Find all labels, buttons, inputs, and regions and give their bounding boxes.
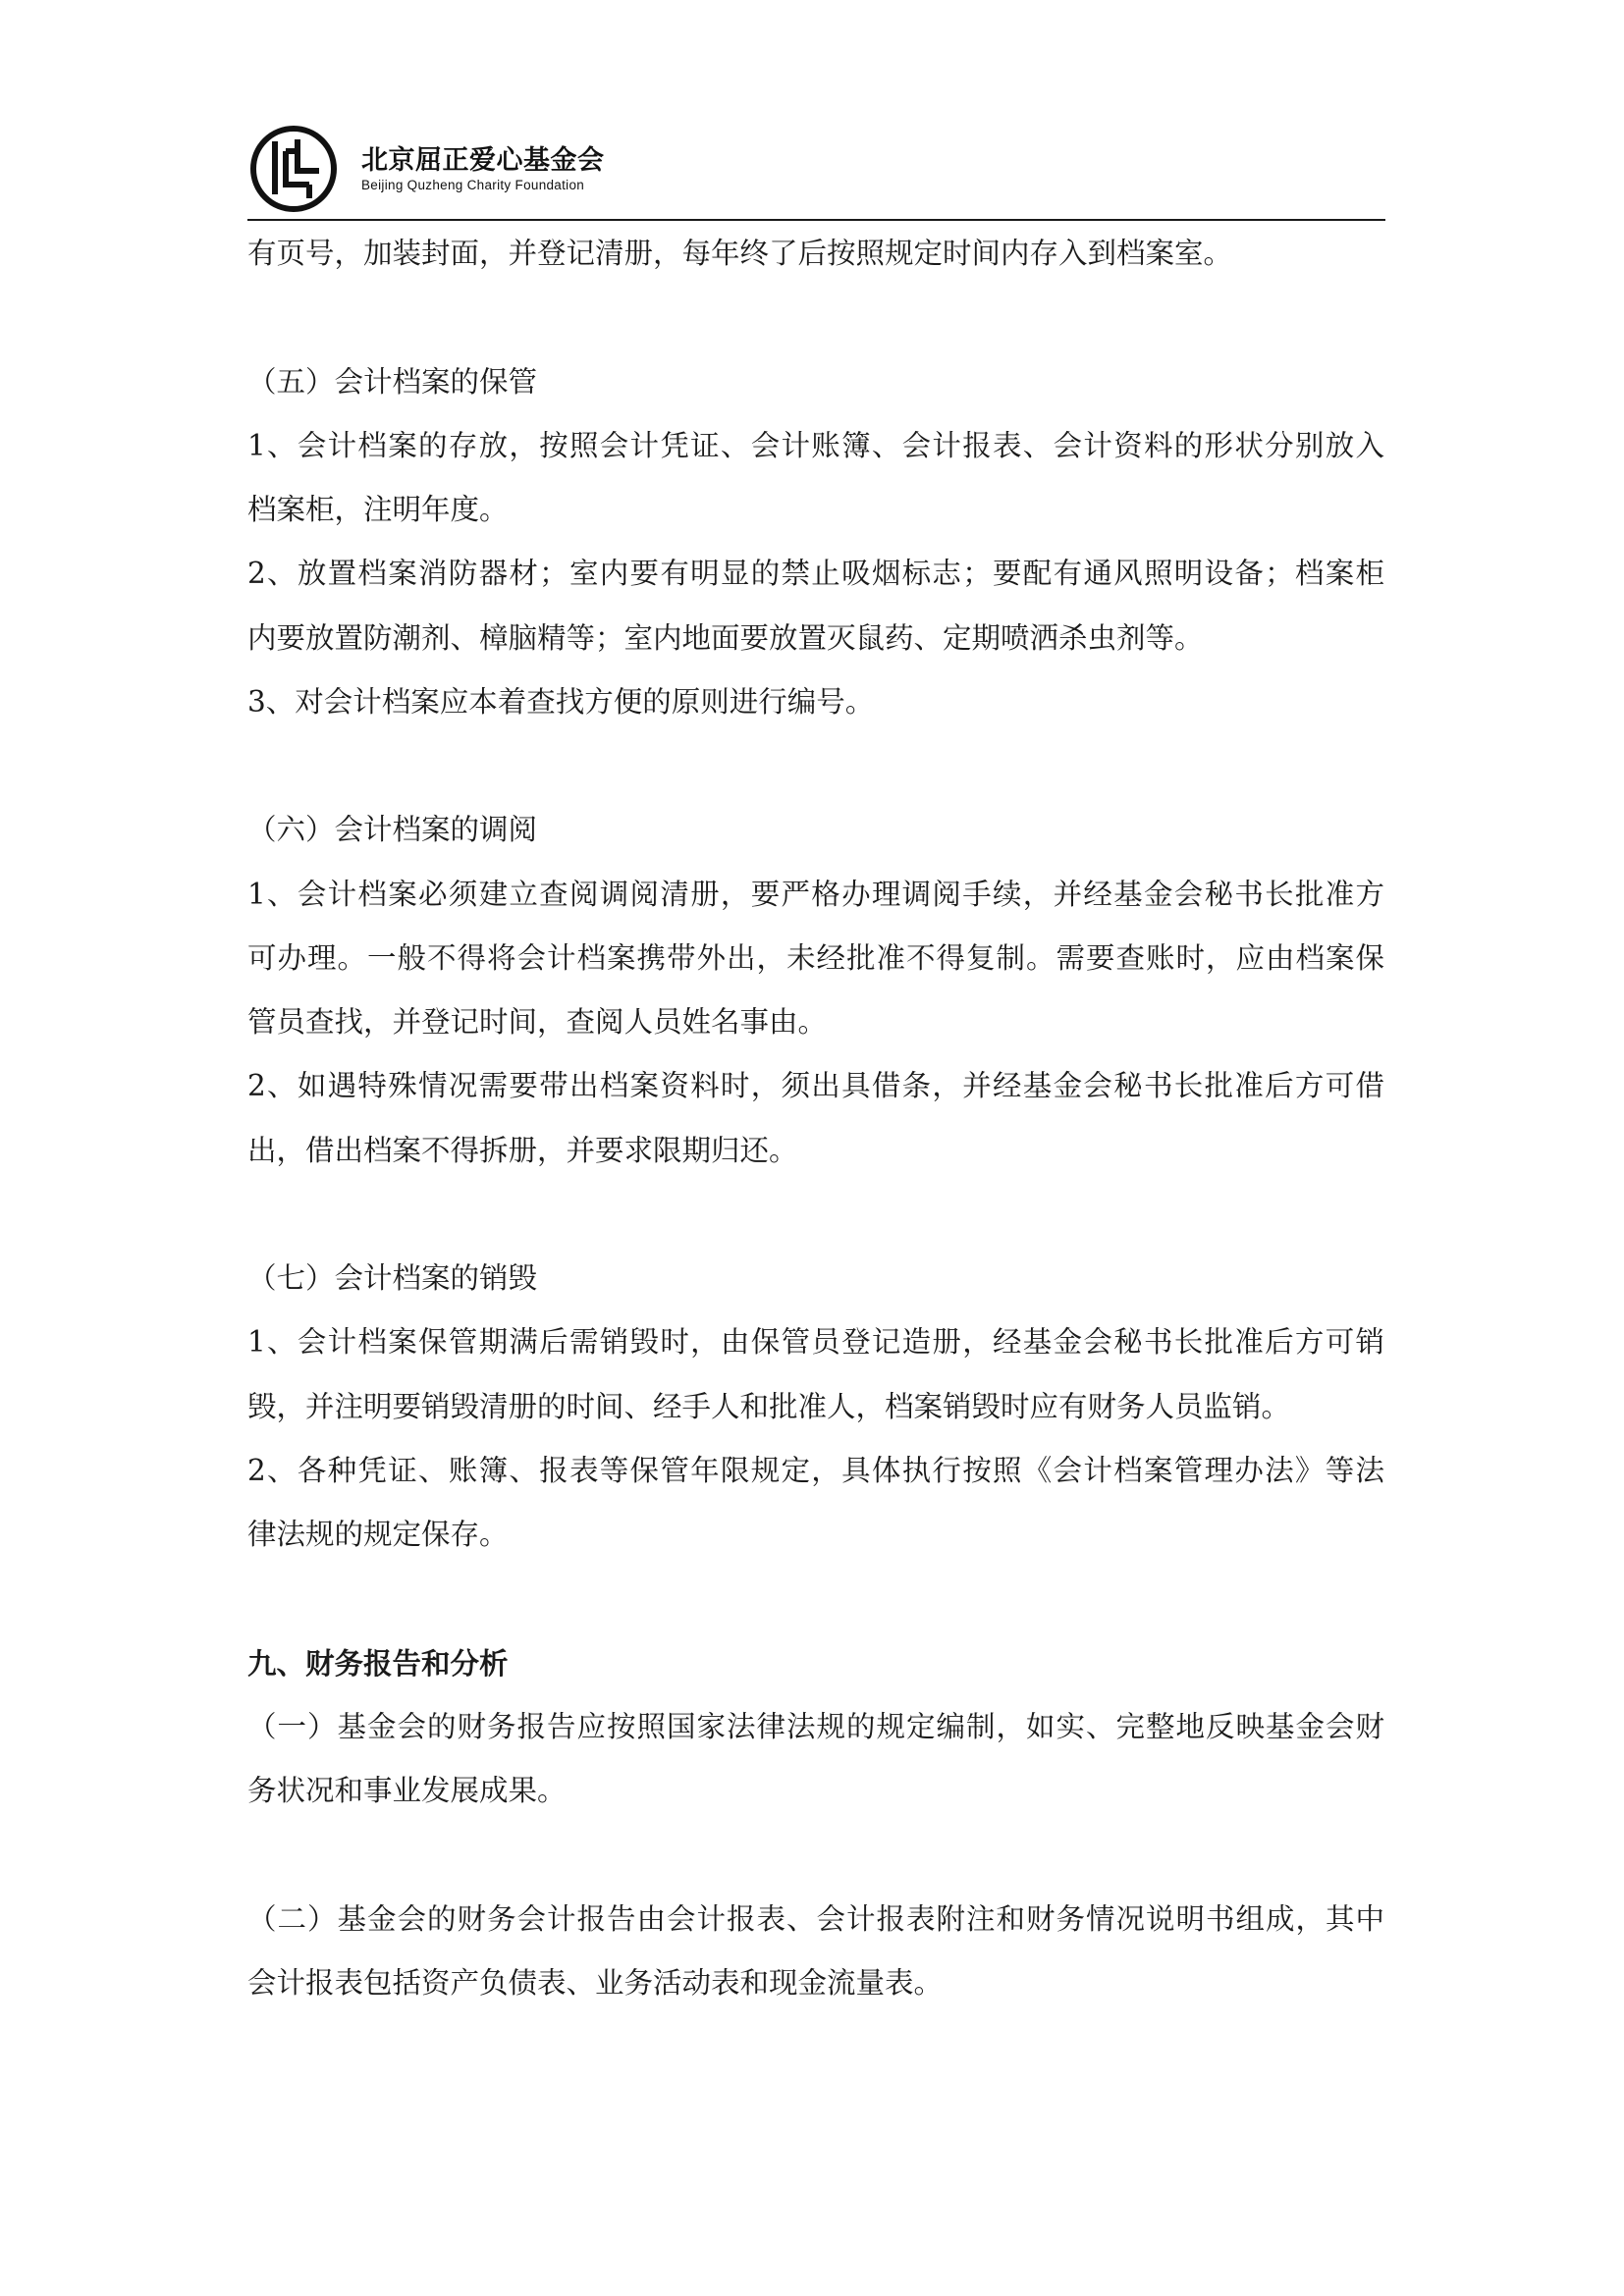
paragraph-line: 档案柜，注明年度。 — [247, 493, 509, 526]
list-item — [247, 542, 1384, 670]
org-name-cn: 北京屈正爱心基金会 — [361, 145, 605, 175]
paragraph-line: 1、会计档案必须建立查阅调阅清册，要严格办理调阅手续，并经基金会秘书长批准方 — [247, 877, 1384, 911]
list-item — [247, 863, 1384, 1055]
list-item — [247, 1054, 1384, 1183]
org-name-en: Beijing Quzheng Charity Foundation — [361, 178, 585, 192]
paragraph-line: 管员查找，并登记时间，查阅人员姓名事由。 — [247, 1005, 828, 1039]
paragraph-line: 毁，并注明要销毁清册的时间、经手人和批准人，档案销毁时应有财务人员监销。 — [247, 1389, 1291, 1423]
list-item — [247, 1439, 1384, 1568]
list-item — [247, 670, 1384, 734]
section-7 — [247, 1247, 1384, 1567]
document-body — [247, 222, 1384, 2015]
paragraph-line: 内要放置防潮剂、樟脑精等；室内地面要放置灭鼠药、定期喷洒杀虫剂等。 — [247, 620, 1204, 655]
header-rule — [247, 219, 1385, 221]
paragraph-line: 3、对会计档案应本着查找方便的原则进行编号。 — [247, 684, 875, 719]
paragraph-line: 律法规的规定保存。 — [247, 1518, 509, 1551]
paragraph-line: 2、如遇特殊情况需要带出档案资料时，须出具借条，并经基金会秘书长批准后方可借 — [247, 1069, 1384, 1103]
paragraph-line: 可办理。一般不得将会计档案携带外出，未经批准不得复制。需要查账时，应由档案保 — [247, 940, 1384, 975]
paragraph-line: 务状况和事业发展成果。 — [247, 1774, 567, 1807]
chapter-heading: 九、财务报告和分析 — [247, 1645, 509, 1681]
chapter-9 — [247, 1631, 1384, 2016]
paragraph-line: 2、各种凭证、账簿、报表等保管年限规定，具体执行按照《会计档案管理办法》等法 — [247, 1453, 1384, 1487]
paragraph-line: 有页号，加装封面，并登记清册，每年终了后按照规定时间内存入到档案室。 — [247, 237, 1233, 270]
continuation-paragraph — [247, 222, 1384, 286]
list-item — [247, 1888, 1384, 2016]
section-heading: （六）会计档案的调阅 — [247, 813, 538, 847]
section-5 — [247, 350, 1384, 735]
list-item — [247, 414, 1384, 543]
paragraph-line: 1、会计档案的存放，按照会计凭证、会计账簿、会计报表、会计资料的形状分别放入 — [247, 428, 1384, 462]
section-heading: （七）会计档案的销毁 — [247, 1261, 538, 1295]
paragraph-line: 会计报表包括资产负债表、业务活动表和现金流量表。 — [247, 1965, 944, 2000]
paragraph-line: （二）基金会的财务会计报告由会计报表、会计报表附注和财务情况说明书组成，其中 — [247, 1901, 1384, 1936]
section-6 — [247, 798, 1384, 1183]
section-heading: （五）会计档案的保管 — [247, 364, 538, 399]
paragraph-line: 1、会计档案保管期满后需销毁时，由保管员登记造册，经基金会秘书长批准后方可销 — [247, 1325, 1384, 1360]
list-item — [247, 1310, 1384, 1439]
paragraph-line: 2、放置档案消防器材；室内要有明显的禁止吸烟标志；要配有通风照明设备；档案柜 — [247, 557, 1384, 591]
paragraph-line: （一）基金会的财务报告应按照国家法律法规的规定编制，如实、完整地反映基金会财 — [247, 1709, 1384, 1743]
foundation-seal-icon — [248, 124, 339, 214]
list-item — [247, 1695, 1384, 1824]
paragraph-line: 出，借出档案不得拆册，并要求限期归还。 — [247, 1133, 798, 1167]
